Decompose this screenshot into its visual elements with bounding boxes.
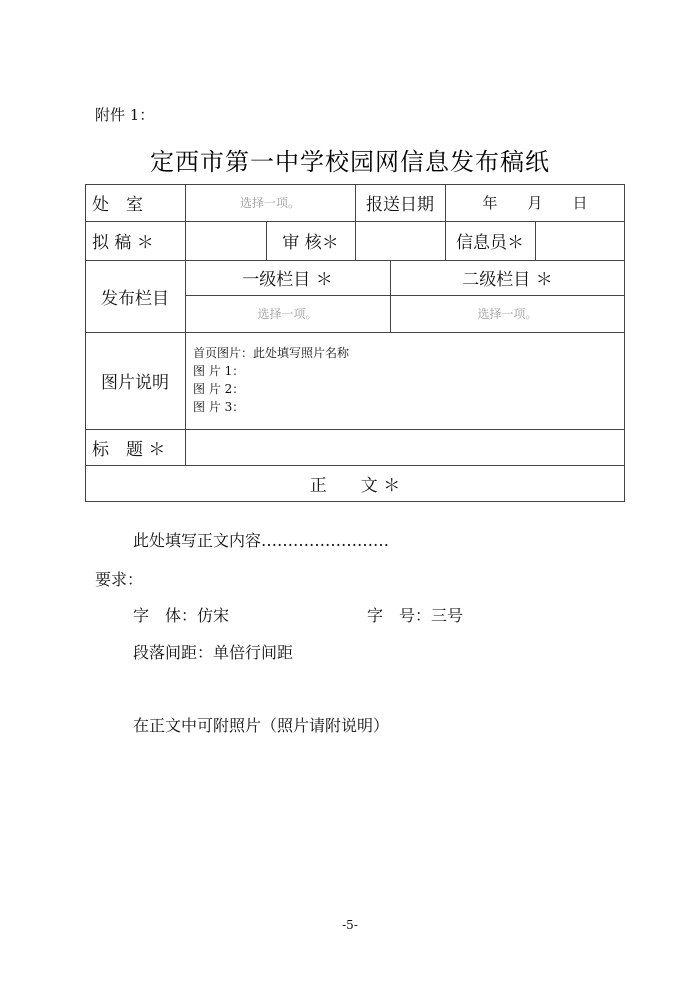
heading-input[interactable] bbox=[185, 429, 625, 465]
level2-select[interactable]: 选择一项。 bbox=[477, 307, 538, 321]
photo-notes[interactable] bbox=[193, 344, 349, 416]
date-label: 报送日期 bbox=[366, 195, 434, 215]
draft-label: 拟 稿 ＊ bbox=[92, 233, 154, 253]
review-label: 审 核＊ bbox=[282, 233, 339, 253]
review-input[interactable] bbox=[355, 221, 445, 260]
requirements-label: 要求： bbox=[95, 570, 144, 589]
photo-requirement: 在正文中可附照片（照片请附说明） bbox=[133, 716, 390, 735]
photo-note-1: 图 片 1： bbox=[193, 364, 245, 378]
office-select[interactable]: 选择一项。 bbox=[239, 196, 300, 210]
level1-label: 一级栏目 ＊ bbox=[242, 270, 333, 290]
info-officer-input[interactable] bbox=[535, 221, 625, 260]
attachment-label: 附件 1： bbox=[95, 106, 155, 124]
submission-form bbox=[85, 184, 625, 502]
font-size-requirement: 字 号：三号 bbox=[367, 606, 464, 625]
body-hint[interactable]: 此处填写正文内容…………………… bbox=[133, 531, 390, 550]
body-label: 正 文 ＊ bbox=[309, 475, 401, 496]
font-family-requirement: 字 体：仿宋 bbox=[133, 606, 230, 625]
office-label: 处 室 bbox=[92, 195, 143, 215]
page-title: 定西市第一中学校园网信息发布稿纸 bbox=[150, 148, 550, 176]
level1-select[interactable]: 选择一项。 bbox=[257, 307, 318, 321]
column-label: 发布栏目 bbox=[101, 288, 169, 309]
spacing-requirement: 段落间距：单倍行间距 bbox=[133, 643, 294, 662]
photo-note-2: 图 片 2： bbox=[193, 382, 245, 396]
photo-note-3: 图 片 3： bbox=[193, 400, 245, 414]
info-officer-label: 信息员＊ bbox=[456, 233, 524, 253]
date-field[interactable]: 年 月 日 bbox=[482, 194, 588, 212]
level2-label: 二级栏目 ＊ bbox=[462, 270, 553, 290]
heading-label: 标 题 ＊ bbox=[92, 439, 166, 460]
page-number: -5- bbox=[342, 918, 358, 932]
draft-input[interactable] bbox=[185, 221, 266, 260]
photo-note-homepage: 首页图片：此处填写照片名称 bbox=[193, 346, 350, 360]
photo-label: 图片说明 bbox=[101, 373, 169, 393]
